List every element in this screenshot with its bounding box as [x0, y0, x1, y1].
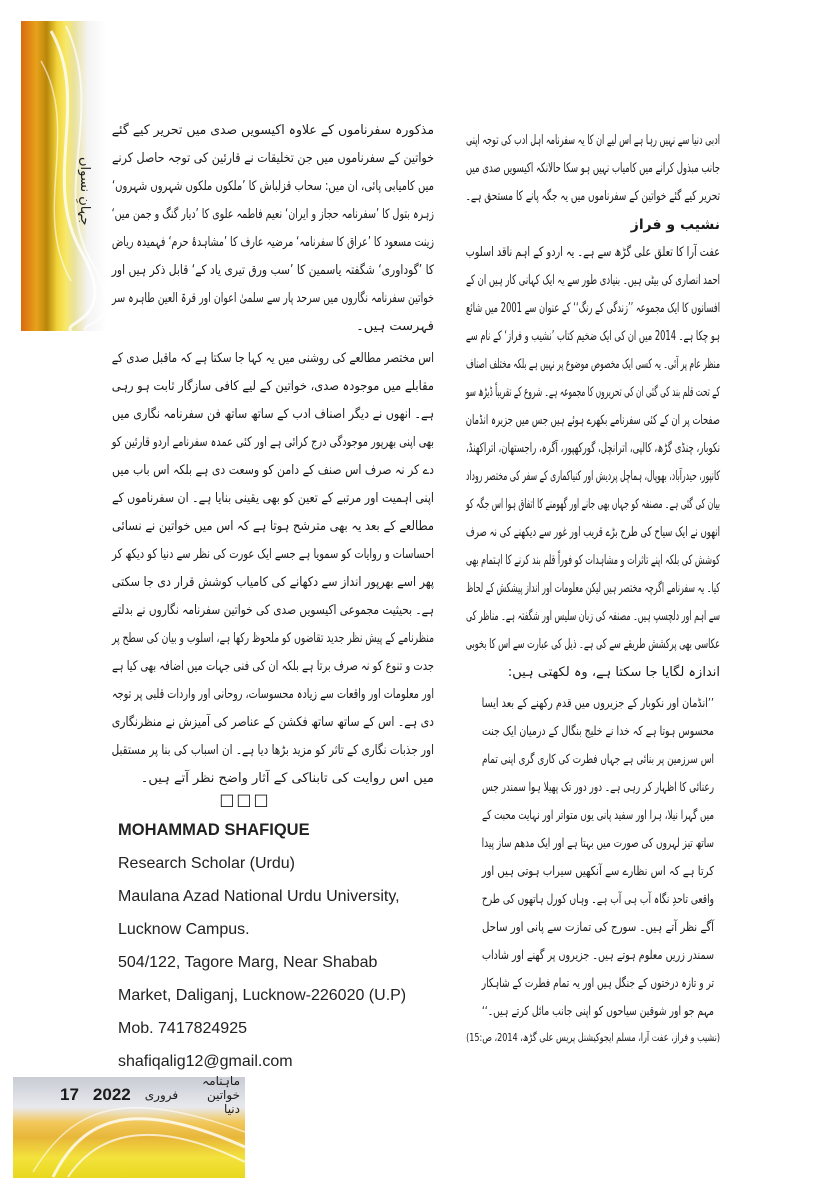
text-line: فہرست ہیں۔: [356, 319, 434, 334]
text-line: محسوس ہوتا ہے کہ خدا نے خلیج بنگال کے درمیان ایک جنت: [482, 723, 714, 738]
author-line: 504/122, Tagore Marg, Near Shabab: [118, 954, 378, 971]
text-line: ادبی دنیا سے نہیں رہا ہے اس لیے ان کا یہ سفرنامہ اہل ادب کی توجہ اپنی: [466, 133, 720, 148]
text-line: اپنی اہمیت اور مرتبے کے تعین کو بھی یقینی بنایا ہے۔ ان سفرناموں کے: [112, 491, 434, 506]
left-column: [112, 117, 434, 793]
text-line: خواتین کے سفرناموں میں جن تخلیقات نے قارئین کی توجہ حاصل کرنے: [112, 151, 434, 166]
text-line: کوشش کی بلکہ اپنے تاثرات و مشاہدات کو فوراً قلم بند کرنے کا اہتمام بھی: [465, 553, 720, 568]
text-line: تحریر کیے گئے خواتین کے سفرناموں میں یہ جگہ پانے کا مستحق ہے۔: [465, 189, 720, 204]
text-line: میں گہرا نیلا، ہرا اور سفید پانی یوں متواتر اور نہایت محبت کے: [482, 807, 714, 822]
author-line: Lucknow Campus.: [118, 921, 250, 938]
author-name: MOHAMMAD SHAFIQUE: [118, 821, 310, 839]
text-line: اس سرزمین پر بنائی ہے جہاں فطرت کی کاری گری اپنی تمام: [482, 751, 714, 766]
text-line: زینت مسعود کا ’عراق کا سفرنامہ‘ مرضیہ عارف کا ’مشاہدۂ حرم‘ فہمیدہ ریاض: [111, 235, 435, 250]
issue-month: فروری: [144, 1088, 179, 1102]
text-line: سمندر زریں معلوم ہوتے ہیں۔ جزیروں پر گھنے اور شاداب: [482, 947, 714, 962]
end-mark: □□□: [219, 790, 271, 809]
text-line: پھر اسے بھرپور انداز سے دکھانے کی کامیاب کوشش قرار دی جا سکتی: [111, 575, 434, 590]
page-footer: [60, 1074, 240, 1116]
text-line: بیان کی گئی ہے۔ مصنفہ کو جہاں بھی جانے اور گھومنے کا اتفاق ہوا اس جگہ کو: [466, 497, 720, 512]
text-line: احمد انصاری کی بیٹی ہیں۔ بنیادی طور سے یہ ایک کہانی کار ہیں ان کے: [466, 273, 720, 288]
text-line: مقابلے میں موجودہ صدی، خواتین کے لیے کافی سازگار ثابت ہو رہی: [111, 379, 434, 394]
text-line: کانپور، حیدرآباد، بھوپال، ہماچل پردیش اور کنیاکماری کے سفر کی مختصر روداد: [465, 469, 720, 484]
author-line: Research Scholar (Urdu): [118, 855, 295, 872]
text-line: جانب مبذول کرانے میں کامیاب نہیں ہو سکا حالانکہ اکیسویں صدی میں: [465, 161, 720, 176]
text-line: خواتین سفرنامہ نگاروں میں سرحد پار سے سلمیٰ اعوان اور قرۃ العین طاہرہ سر: [112, 291, 434, 306]
text-line: واقعی تاحدِ نگاہ آب ہی آب ہے۔ وہاں کورل ہاتھوں کی طرح: [481, 891, 714, 906]
text-line: انھوں نے ایک سیاح کی طرح بڑے قریب اور غور سے دیکھنے کی نہ صرف: [465, 525, 720, 540]
text-line: منظر عام پر آئی۔ یہ کسی ایک مخصوص موضوع پر نہیں ہے بلکہ مختلف اصناف: [466, 357, 720, 372]
author-info: [118, 814, 406, 1078]
section-title: جہانِ نسواں: [77, 156, 92, 225]
text-line: احساسات و روایات کو سمویا ہے جسے ایک عورت کی نظر سے دنیا کو دیکھ کر: [112, 547, 434, 562]
text-line: ’’انڈمان اور نکوبار کے جزیروں میں قدم رکھنے کے بعد ایسا: [481, 695, 714, 710]
subheading: نشیب و فراز: [630, 217, 720, 233]
text-line: صفحات پر ان کے کئی سفرنامے بکھرے ہوئے ہیں جس میں جزیرہ انڈمان: [465, 413, 720, 428]
text-line: نکوبار، چنڈی گڑھ، کالپی، اترانچل، گورکھپور، آگرہ، راجستھان، اتراکھنڈ،: [466, 441, 720, 456]
text-line: میں کامیابی پائی، ان میں: سحاب قزلباش کا ’ملکوں ملکوں شہروں شہروں‘: [112, 179, 434, 194]
author-email[interactable]: shafiqalig12@gmail.com: [118, 1053, 293, 1070]
text-line: افسانوں کا ایک مجموعہ ’’زندگی کے رنگ‘‘ کے عنوان سے 2001 میں شائع: [466, 301, 721, 316]
text-line: اور جذبات نگاری کے تاثر کو مزید بڑھا دیا ہے۔ ان اسباب کی بنا پر مستقبل: [111, 743, 434, 758]
text-line: ساتھ تیز لہروں کی صورت میں بہتا ہے اور ایک مدھم ساز پیدا: [481, 835, 714, 850]
text-line: کرتا ہے کہ اس نظارے سے آنکھیں سیراب ہوتی ہیں اور: [481, 863, 714, 878]
text-line: کے تحت قلم بند کی گئی ان کی تحریروں کا مجموعہ ہے۔ شروع کے تقریباً ڈیڑھ سو: [465, 385, 720, 400]
author-line: Mob. 7417824925: [118, 1020, 247, 1037]
issue-year: 2022: [92, 1085, 131, 1104]
text-line: زہرہ بتول کا ’سفرنامہ حجاز و ایران‘ نعیم فاطمہ علوی کا ’دیار گنگ و جمن میں‘: [111, 207, 434, 222]
text-line: عفت آرا کا تعلق علی گڑھ سے ہے۔ یہ اردو کے اہم ناقد اسلوب: [465, 245, 720, 260]
text-line: مہم جو اور شوقین سیاحوں کو اپنی جانب مائل کرتے ہیں۔‘‘: [481, 1003, 714, 1018]
text-line: میں اس روایت کی تابناکی کے آثار واضح نظر آتے ہیں۔: [140, 771, 434, 786]
text-line: بھی اپنی بھرپور موجودگی درج کرائی ہے اور کئی عمدہ سفرنامے اردو قارئین کو: [111, 435, 435, 450]
text-line: منظرنامے کے پیش نظر جدید تقاضوں کو ملحوظ رکھا ہے، اسلوب و بیان کی سطح پر: [111, 631, 434, 646]
text-line: عکاسی بھی پرکشش طریقے سے کی ہے۔ ذیل کی عبارت سے اس کا بخوبی: [465, 637, 720, 652]
text-line: رعنائی کا اظہار کر رہی ہے۔ دور دور تک پھیلا ہوا سمندر جس: [481, 779, 714, 794]
text-line: اور معلومات اور واقعات سے زیادہ محسوسات، روحانی اور واردات قلبی پر توجہ: [112, 687, 434, 702]
text-line: کا ’گوداوری‘ شگفتہ یاسمین کا ’سب ورق تیری یاد کے‘ قابل ذکر ہیں اور: [111, 263, 434, 278]
text-line: آگے نظر آتے ہیں۔ سورج کی تمازت سے پانی اور ساحل: [481, 919, 714, 934]
page-number: 17: [60, 1085, 79, 1104]
text-line: ہے۔ انھوں نے دیگر اصناف ادب کے ساتھ ساتھ فن سفرنامہ نگاری میں: [112, 407, 434, 422]
text-line: سے اہم اور دلچسپ ہیں۔ مصنفہ کی زبان سلیس اور شگفتہ ہے۔ مناظر کی: [466, 609, 720, 624]
author-line: Market, Daliganj, Lucknow-226020 (U.P): [118, 987, 407, 1004]
text-line: کیا۔ یہ سفرنامے اگرچہ مختصر ہیں لیکن معلومات اور انداز پیشکش کے لحاظ: [466, 581, 720, 596]
text-line: دی ہے۔ اس کے ساتھ ساتھ فکشن کے عناصر کی آمیزش نے منظرنگاری: [111, 715, 434, 730]
text-line: تر و تازہ درختوں کے جنگل ہیں اور یہ تمام فطرت کے شاہکار: [481, 975, 714, 990]
citation: (نشیب و فراز، عفت آرا، مسلم ایجوکیشنل پریس علی گڑھ، 2014، ص:15): [466, 1031, 720, 1044]
text-line: دے کر نہ صرف اس صنف کے دامن کو وسعت دی ہے بلکہ اس باب میں: [112, 463, 434, 478]
text-line: مطالعے کے بعد یہ بھی مترشح ہوتا ہے کہ اس میں خواتین نے نسائی: [112, 519, 434, 534]
right-column: [466, 127, 720, 1051]
text-line: اس مختصر مطالعے کی روشنی میں یہ کہا جا سکتا ہے کہ ماقبل صدی کے: [111, 351, 434, 366]
author-line: Maulana Azad National Urdu University,: [118, 888, 400, 905]
magazine-name: ماہنامہ خواتین دنیا: [202, 1074, 240, 1116]
text-line: ہو چکا ہے۔ 2014 میں ان کی ایک ضخیم کتاب ’نشیب و فراز‘ کے نام سے: [465, 329, 720, 344]
text-line: جدت و تنوع کو نہ صرف برتا ہے بلکہ ان کی فنی جہات میں اضافہ بھی کیا ہے: [112, 659, 434, 674]
text-line: ہے۔ بحیثیت مجموعی اکیسویں صدی کی خواتین سفرنامہ نگاروں نے بدلتے: [111, 603, 434, 618]
text-line: مذکورہ سفرناموں کے علاوہ اکیسویں صدی میں تحریر کیے گئے: [111, 123, 435, 138]
text-line: اندازہ لگایا جا سکتا ہے، وہ لکھتی ہیں:: [507, 665, 720, 680]
